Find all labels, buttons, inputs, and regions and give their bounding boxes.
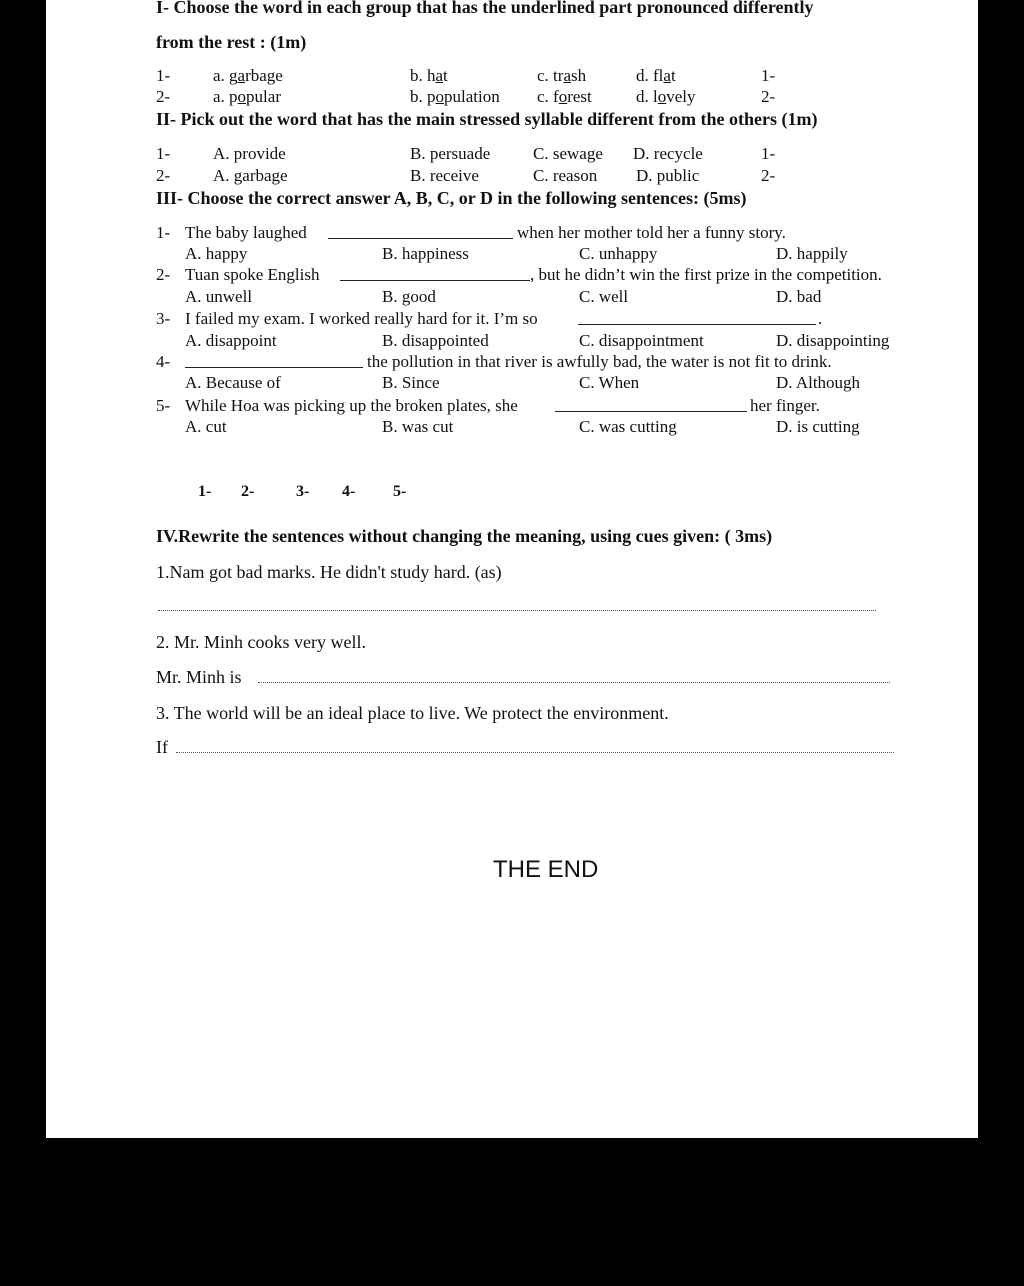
section-1-title-cont: from the rest : (1m) — [156, 32, 307, 52]
option-c: c. trash — [537, 66, 587, 85]
row-number: 1- — [156, 144, 171, 163]
option-c: C. sewage — [533, 144, 603, 163]
answer-slot: 5- — [393, 483, 407, 500]
question-number: 4- — [156, 352, 171, 371]
question-number: 5- — [156, 396, 171, 415]
question-2-text: Tuan spoke English — [185, 265, 320, 284]
option-d: D. Although — [776, 373, 861, 392]
section-1-title: I- Choose the word in each group that has the underlined part pronounced differently — [156, 0, 814, 17]
option-a: A. disappoint — [185, 331, 277, 350]
option-b: B. was cut — [382, 417, 454, 436]
option-c: C. was cutting — [579, 417, 677, 436]
row-number: 1- — [156, 66, 171, 85]
option-d: d. lovely — [636, 87, 696, 106]
answer-slot: 1- — [761, 144, 776, 163]
option-a: a. popular — [213, 87, 281, 106]
rewrite-cue-2: Mr. Minh is — [156, 667, 242, 687]
question-5-text-end: her finger. — [750, 396, 820, 415]
question-number: 1- — [156, 223, 171, 242]
answer-slot: 1- — [198, 483, 212, 500]
option-b: B. receive — [410, 166, 479, 185]
answer-slot: 2- — [761, 87, 776, 106]
option-c: C. well — [579, 287, 629, 306]
answer-slot: 3- — [296, 483, 310, 500]
option-d: D. disappointing — [776, 331, 890, 350]
option-d: D. recycle — [633, 144, 703, 163]
option-c: C. unhappy — [579, 244, 658, 263]
question-4-blank — [185, 367, 363, 368]
option-d: D. bad — [776, 287, 822, 306]
question-5-blank — [555, 411, 747, 412]
worksheet-page — [46, 0, 978, 1138]
section-4-title: IV.Rewrite the sentences without changing the meaning, using cues given: ( 3ms) — [156, 526, 773, 546]
option-b: B. good — [382, 287, 436, 306]
question-3-text: I failed my exam. I worked really hard for it. I’m so — [185, 309, 538, 328]
question-2-text-end: , but he didn’t win the first prize in the competition. — [530, 265, 882, 284]
row-number: 2- — [156, 166, 171, 185]
question-1-text: The baby laughed — [185, 223, 307, 242]
answer-slot: 4- — [342, 483, 356, 500]
option-c: c. forest — [537, 87, 592, 106]
option-a: A. happy — [185, 244, 248, 263]
option-d: D. public — [636, 166, 700, 185]
question-5-text: While Hoa was picking up the broken plates, she — [185, 396, 518, 415]
question-1-text-end: when her mother told her a funny story. — [517, 223, 786, 242]
option-a: A. provide — [213, 144, 286, 163]
option-a: A. cut — [185, 417, 227, 436]
option-b: B. disappointed — [382, 331, 489, 350]
option-b: B. Since — [382, 373, 440, 392]
question-1-blank — [328, 238, 513, 239]
question-3-text-end: . — [818, 309, 823, 328]
answer-slot: 2- — [761, 166, 776, 185]
section-3-title: III- Choose the correct answer A, B, C, or D in the following sentences: (5ms) — [156, 188, 747, 208]
option-c: C. disappointment — [579, 331, 704, 350]
question-2-blank — [340, 280, 530, 281]
option-a: A. Because of — [185, 373, 281, 392]
question-number: 3- — [156, 309, 171, 328]
option-a: A. garbage — [213, 166, 288, 185]
rewrite-question-1: 1.Nam got bad marks. He didn't study hard. (as) — [156, 562, 502, 582]
option-d: D. is cutting — [776, 417, 860, 436]
option-c: C. When — [579, 373, 640, 392]
option-a: a. garbage — [213, 66, 283, 85]
option-b: B. happiness — [382, 244, 469, 263]
option-b: b. population — [410, 87, 500, 106]
rewrite-cue-3: If — [156, 737, 168, 757]
question-4-text: the pollution in that river is awfully bad, the water is not fit to drink. — [367, 352, 832, 371]
question-3-blank — [578, 324, 816, 325]
option-c: C. reason — [533, 166, 598, 185]
section-2-title: II- Pick out the word that has the main stressed syllable different from the others (1m) — [156, 109, 818, 129]
question-number: 2- — [156, 265, 171, 284]
rewrite-answer-line-1[interactable] — [158, 610, 876, 611]
option-a: A. unwell — [185, 287, 253, 306]
option-d: d. flat — [636, 66, 676, 85]
option-d: D. happily — [776, 244, 848, 263]
answer-slot: 2- — [241, 483, 255, 500]
option-b: b. hat — [410, 66, 448, 85]
answer-slot: 1- — [761, 66, 776, 85]
row-number: 2- — [156, 87, 171, 106]
rewrite-question-2: 2. Mr. Minh cooks very well. — [156, 632, 366, 652]
footer-the-end: THE END — [493, 856, 599, 883]
option-b: B. persuade — [410, 144, 491, 163]
rewrite-answer-line-3[interactable] — [176, 752, 894, 753]
rewrite-question-3: 3. The world will be an ideal place to live. We protect the environment. — [156, 703, 669, 723]
rewrite-answer-line-2[interactable] — [258, 682, 890, 683]
